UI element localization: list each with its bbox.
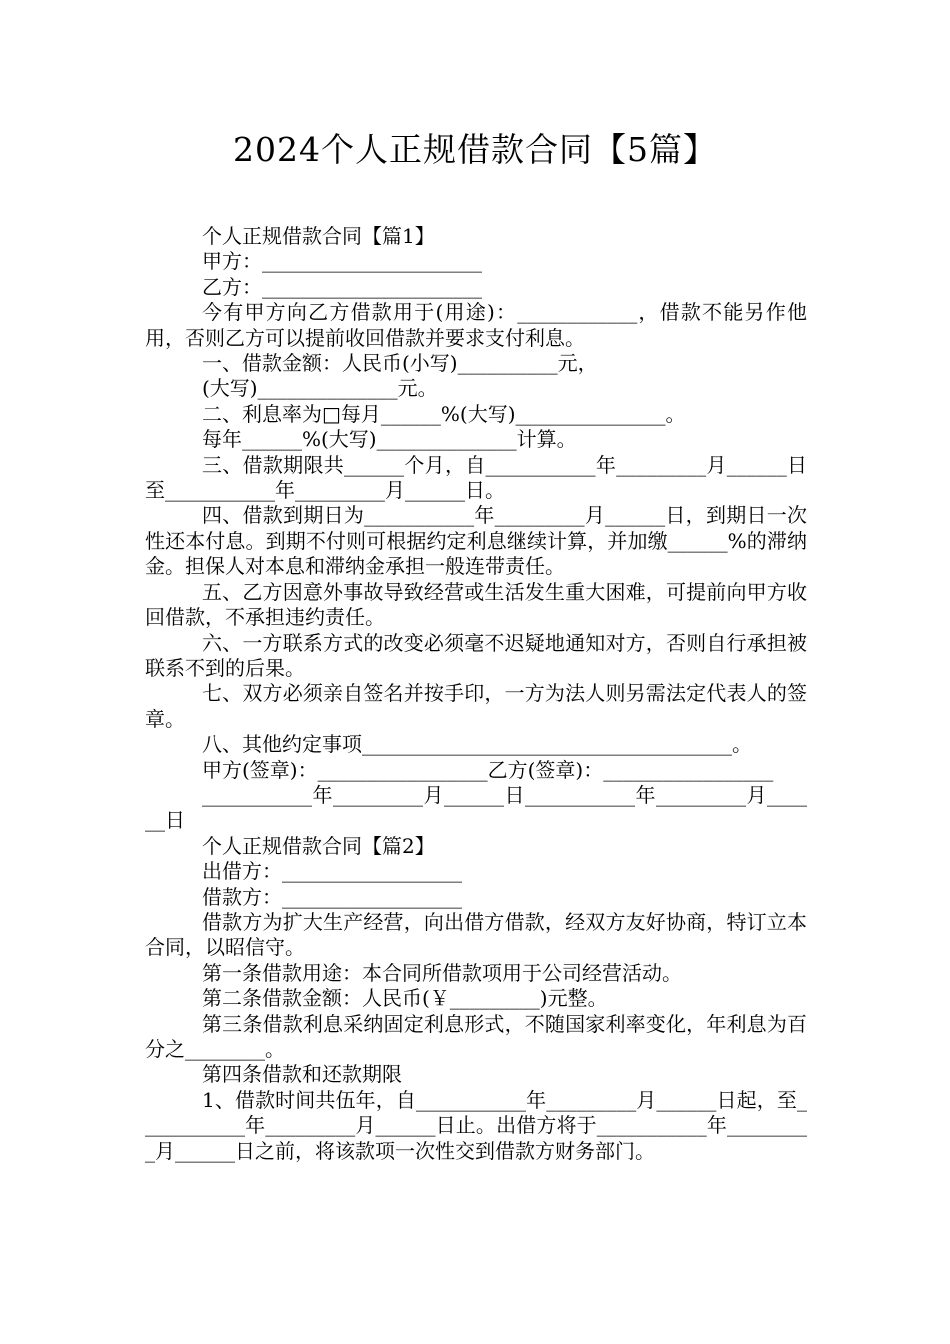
party-a-line: 甲方：______________________ (202, 249, 482, 274)
document-body (145, 224, 807, 1164)
party-b-line: 乙方：______________________ (202, 274, 482, 299)
clause-8-other: 八、其他约定事项_____________________________________。 (202, 732, 752, 757)
clause-6-contact: 六、一方联系方式的改变必须毫不迟疑地通知对方，否则自行承担被联系不到的后果。 (145, 630, 807, 680)
section-heading-2: 个人正规借款合同【篇2】 (202, 833, 435, 858)
paragraph-intro: 借款方为扩大生产经营，向出借方借款，经双方友好协商，特订立本合同，以昭信守。 (145, 909, 807, 960)
borrower-line: 借款方：__________________ (202, 884, 462, 909)
clause-3-term: 三、借款期限共______个月，自___________年_________月______日至___________年_________月______日。 (145, 452, 807, 503)
clause-2-interest-yearly: 每年______%(大写)______________计算。 (202, 427, 577, 452)
clause-4-due-date: 四、借款到期日为___________年_________月______日，到期日一次性还本付息。到期不付则可根据约定利息继续计算，并加缴______%的滞纳金。担保人对本息和滞纳金承担一般连带责任。 (145, 503, 807, 579)
signature-date-line: ___________年_________月______日___________年_________月______日 (145, 782, 807, 833)
clause-7-signature: 七、双方必须亲自签名并按手印，一方为法人则另需法定代表人的签章。 (145, 681, 807, 731)
clause-2-interest-monthly: 二、利息率为□每月______%(大写)_______________。 (202, 401, 686, 426)
paragraph-purpose: 今有甲方向乙方借款用于(用途)：____________，借款不能另作他用，否则乙方可以提前收回借款并要求支付利息。 (145, 300, 807, 350)
signature-line: 甲方(签章)：_________________乙方(签章)：_________________ (202, 757, 774, 782)
article-2-amount: 第二条借款金额：人民币(￥_________)元整。 (202, 986, 608, 1011)
clause-5-hardship: 五、乙方因意外事故导致经营或生活发生重大困难，可提前向甲方收回借款，不承担违约责任。 (145, 579, 807, 630)
article-1-purpose: 第一条借款用途：本合同所借款项用于公司经营活动。 (202, 960, 682, 985)
clause-1-amount-capital: (大写)______________元。 (202, 376, 438, 401)
article-4-heading: 第四条借款和还款期限 (202, 1062, 402, 1087)
article-4-item-1: 1、借款时间共伍年，自___________年_________月______日起，至___________年_________月______日止。出借方将于___________年_________月______日之前，将该款项一次性交到借款方财务部门。 (145, 1087, 807, 1163)
clause-1-amount: 一、借款金额：人民币(小写)__________元， (202, 351, 598, 376)
lender-line: 出借方：__________________ (202, 859, 462, 884)
article-3-interest: 第三条借款利息采纳固定利息形式，不随国家利率变化，年利息为百分之________。 (145, 1011, 807, 1061)
document-title: 2024个人正规借款合同【5篇】 (233, 130, 717, 169)
section-heading-1: 个人正规借款合同【篇1】 (202, 224, 435, 248)
